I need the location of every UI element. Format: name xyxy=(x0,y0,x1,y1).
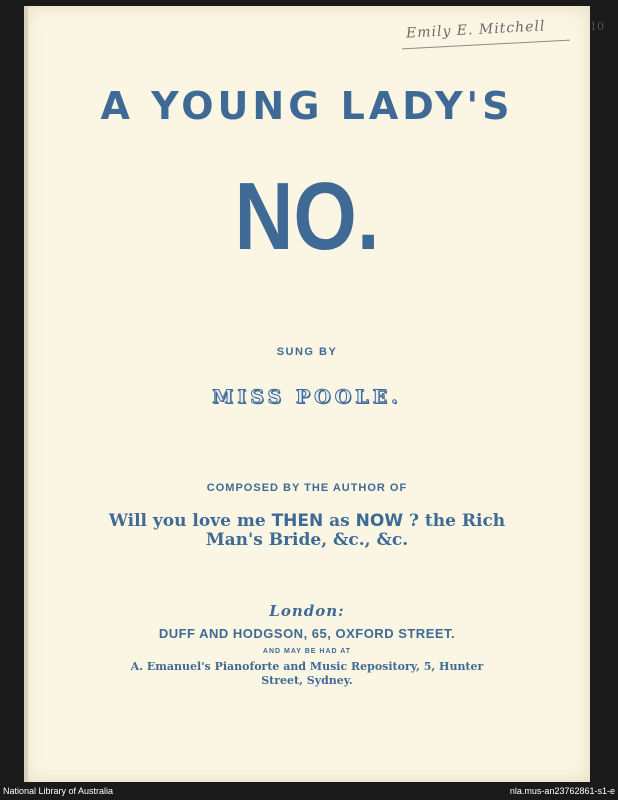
also-available-label: AND MAY BE HAD AT xyxy=(262,648,352,655)
publisher-city: London: xyxy=(269,602,345,620)
agent-details xyxy=(24,660,590,688)
headline: NO. xyxy=(234,163,380,270)
sung-by-label: SUNG BY xyxy=(276,346,338,358)
previous-works-line-2: Man's Bride, &c., &c. xyxy=(205,530,409,550)
handwritten-signature: Emily E. Mitchell xyxy=(405,18,546,42)
sheet-music-cover xyxy=(24,6,604,782)
works-text: Will you love me xyxy=(108,511,272,531)
works-post: ? the Rich xyxy=(403,511,506,531)
singer-name: MISS POOLE. xyxy=(212,386,402,408)
signature-underline xyxy=(402,40,570,50)
agent-line-1: A. Emanuel's Pianoforte and Music Repository, 5, Hunter xyxy=(130,660,484,673)
previous-works xyxy=(24,512,590,550)
works-as: as xyxy=(323,511,356,531)
page-binding-edge xyxy=(24,6,28,782)
title: A YOUNG LADY'S xyxy=(100,84,514,128)
works-then: THEN xyxy=(271,511,324,531)
publisher-name: DUFF AND HODGSON, 65, OXFORD STREET. xyxy=(158,626,456,641)
footer-credit: National Library of Australia xyxy=(3,786,114,796)
previous-works-line-1 xyxy=(24,512,590,531)
works-now: NOW xyxy=(355,511,404,531)
agent-line-2: Street, Sydney. xyxy=(261,674,353,687)
footer-identifier: nla.mus-an23762861-s1-e xyxy=(509,786,615,796)
page-number: 10 xyxy=(590,20,604,33)
composed-by-label: COMPOSED BY THE AUTHOR OF xyxy=(206,482,408,494)
